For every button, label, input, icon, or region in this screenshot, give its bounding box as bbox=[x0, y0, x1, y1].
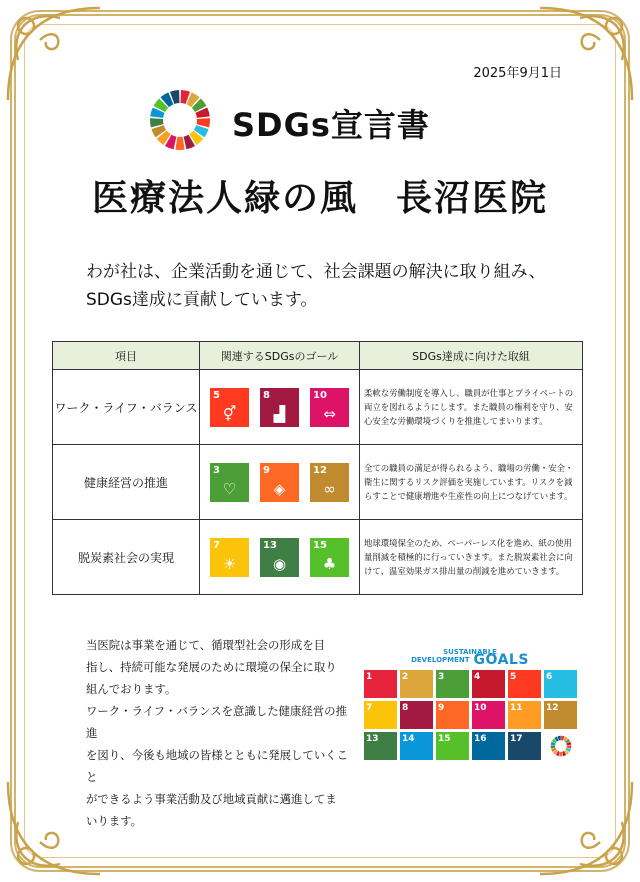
goal-glyph: ♣ bbox=[322, 554, 337, 573]
row-goal-icons bbox=[200, 445, 360, 520]
table-row bbox=[53, 370, 583, 445]
goal-number: 5 bbox=[213, 389, 220, 401]
sdg-goal-tile: 6 bbox=[544, 670, 577, 698]
sdg-goal-tile: 16 bbox=[472, 732, 505, 760]
clean-energy-icon bbox=[210, 538, 249, 577]
sdgs-poster-goals: GOALS bbox=[473, 652, 529, 668]
sdg-goal-tile: 3 bbox=[436, 670, 469, 698]
closing-line: ワーク・ライフ・バランスを意識した健康経営の推進 bbox=[86, 704, 347, 740]
organization-name: 医療法人緑の風 長沼医院 bbox=[91, 178, 548, 219]
goal-number: 9 bbox=[263, 464, 270, 476]
economic-growth-icon bbox=[260, 388, 299, 427]
goal-glyph: ▟ bbox=[273, 404, 286, 423]
corner-ornament-icon bbox=[530, 772, 640, 882]
row-description: 地球環境保全のため、ペーパーレス化を進め、紙の使用量削減を積極的に行っていきます。また脱炭素社会に向けて、温室効果ガス排出量の削減を進めていきます。 bbox=[360, 520, 583, 595]
goal-glyph: ◈ bbox=[273, 479, 286, 498]
sdg-goal-tile: 5 bbox=[508, 670, 541, 698]
gender-equality-icon bbox=[210, 388, 249, 427]
wheel-segment bbox=[559, 752, 562, 757]
industry-innovation-icon bbox=[260, 463, 299, 502]
sdgs-wheel-icon bbox=[148, 88, 212, 152]
closing-line: を図り、今後も地域の皆様とともに発展していくこと bbox=[86, 748, 348, 784]
life-on-land-icon bbox=[310, 538, 349, 577]
wheel-segment bbox=[175, 137, 184, 150]
closing-line: 当医院は事業を通じて、循環型社会の形成を目 bbox=[86, 638, 325, 652]
goal-glyph: ♡ bbox=[222, 479, 237, 498]
sdg-goal-tile: 2 bbox=[400, 670, 433, 698]
sdgs-poster-line: DEVELOPMENT bbox=[411, 656, 470, 664]
sdg-goal-tile: 7 bbox=[364, 701, 397, 729]
table-row bbox=[53, 520, 583, 595]
header-item: 項目 bbox=[53, 342, 200, 370]
goal-glyph: ☀ bbox=[222, 554, 237, 573]
goal-number: 13 bbox=[263, 539, 277, 551]
corner-ornament-icon bbox=[530, 0, 640, 110]
sdg-goal-tile: 4 bbox=[472, 670, 505, 698]
table-row bbox=[53, 445, 583, 520]
goal-number: 8 bbox=[263, 389, 270, 401]
corner-ornament-icon bbox=[0, 0, 110, 110]
goal-number: 3 bbox=[213, 464, 220, 476]
closing-line: 指し、持続可能な発展のために環境の保全に取り bbox=[86, 660, 337, 674]
goals-table bbox=[52, 341, 583, 595]
sdg-goal-tile: 14 bbox=[400, 732, 433, 760]
closing-line: 組んでおります。 bbox=[86, 682, 177, 696]
sdgs-poster-line: SUSTAINABLE bbox=[443, 648, 497, 656]
row-item-label: 脱炭素社会の実現 bbox=[53, 520, 200, 595]
goal-number: 15 bbox=[313, 539, 327, 551]
sdg-goal-tile: 8 bbox=[400, 701, 433, 729]
sdgs-wheel-icon bbox=[550, 735, 572, 757]
goal-number: 10 bbox=[313, 389, 327, 401]
closing-statement bbox=[86, 634, 358, 832]
row-description: 全ての職員の満足が得られるよう、職場の労働・安全・衛生に関するリスク評価を実施しています。リスクを減らすことで健康増進や生産性の向上につなげています。 bbox=[360, 445, 583, 520]
sdgs-poster-heading bbox=[364, 648, 576, 668]
table-header-row bbox=[53, 342, 583, 370]
sdg-goal-tile: 12 bbox=[544, 701, 577, 729]
closing-line: いります。 bbox=[86, 814, 143, 828]
row-item-label: ワーク・ライフ・バランス bbox=[53, 370, 200, 445]
sdg-goal-tile: 9 bbox=[436, 701, 469, 729]
sdgs-goals-poster bbox=[364, 648, 576, 760]
goal-glyph: ⇔ bbox=[323, 404, 336, 423]
goal-glyph: ∞ bbox=[323, 479, 336, 498]
reduced-inequalities-icon bbox=[310, 388, 349, 427]
goal-number: 7 bbox=[213, 539, 220, 551]
sdg-goal-tile: 15 bbox=[436, 732, 469, 760]
goal-glyph: ⚥ bbox=[222, 404, 237, 423]
goal-glyph: ◉ bbox=[272, 554, 287, 573]
sdg-goal-tile: 10 bbox=[472, 701, 505, 729]
climate-action-icon bbox=[260, 538, 299, 577]
sdg-goal-tile: 17 bbox=[508, 732, 541, 760]
sdg-goal-tile: 13 bbox=[364, 732, 397, 760]
sdg-goal-tile: 11 bbox=[508, 701, 541, 729]
sdgs-tile-grid bbox=[364, 670, 576, 760]
row-description: 柔軟な労働制度を導入し、職員が仕事とプライベートの両立を図れるようにします。また職員の権利を守り、安心安全な労働環境づくりを推進してまいります。 bbox=[360, 370, 583, 445]
responsible-consumption-icon bbox=[310, 463, 349, 502]
row-item-label: 健康経営の推進 bbox=[53, 445, 200, 520]
issue-date: 2025年9月1日 bbox=[473, 66, 562, 81]
row-goal-icons bbox=[200, 520, 360, 595]
intro-text bbox=[86, 258, 546, 314]
declaration-title: SDGs宣言書 bbox=[232, 106, 430, 144]
sdgs-logo-tile bbox=[544, 732, 577, 760]
intro-line: SDGs達成に貢献しています。 bbox=[86, 290, 318, 310]
header-goals: 関連するSDGsのゴール bbox=[200, 342, 360, 370]
header-initiatives: SDGs達成に向けた取組 bbox=[360, 342, 583, 370]
intro-line: わが社は、企業活動を通じて、社会課題の解決に取り組み、 bbox=[86, 262, 546, 282]
closing-line: ができるよう事業活動及び地域貢献に邁進してま bbox=[86, 792, 337, 806]
sdg-goal-tile: 1 bbox=[364, 670, 397, 698]
row-goal-icons bbox=[200, 370, 360, 445]
goal-number: 12 bbox=[313, 464, 327, 476]
good-health-icon bbox=[210, 463, 249, 502]
